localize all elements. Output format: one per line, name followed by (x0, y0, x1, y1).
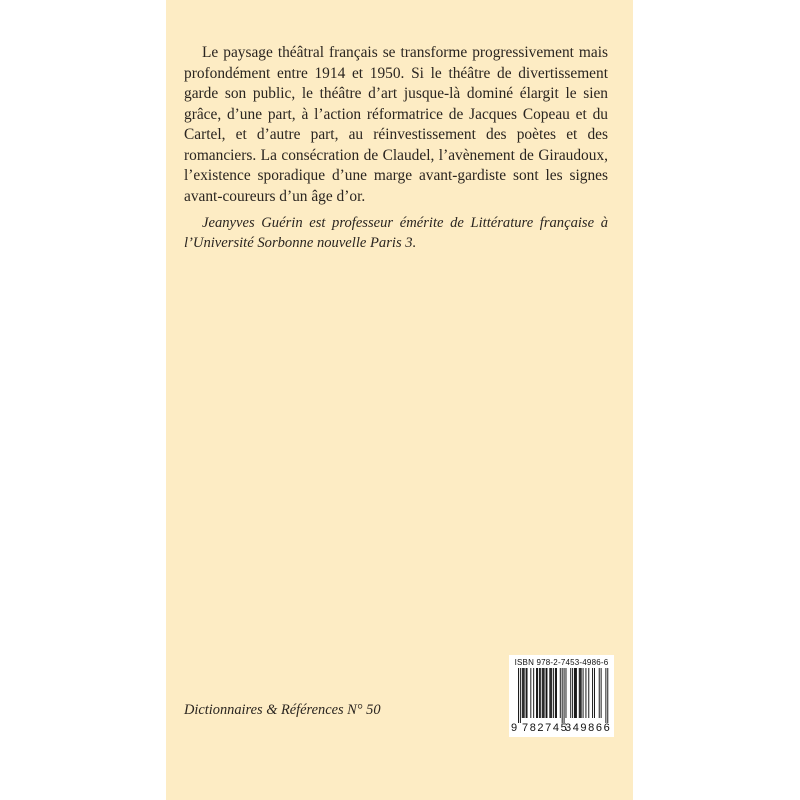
isbn-label: ISBN 978-2-7453-4986-6 (514, 658, 609, 667)
barcode-bar-17 (547, 668, 548, 718)
barcode-bar-21 (553, 668, 554, 718)
ean-first-digit: 9 (511, 722, 518, 734)
barcode-bar-36 (583, 668, 584, 718)
barcode-bar-3 (523, 668, 524, 718)
barcode-bar-11 (539, 668, 540, 718)
barcode-bar-4 (524, 668, 525, 718)
barcode-bar-16 (546, 668, 547, 718)
barcode-bar-33 (579, 668, 580, 718)
barcode-bar-24 (560, 668, 561, 718)
barcode-bar-6 (527, 668, 528, 718)
barcode-bar-27 (566, 668, 567, 718)
barcode-bar-22 (555, 668, 556, 718)
barcode-bar-8 (533, 668, 534, 718)
barcode-icon (509, 668, 614, 724)
barcode-bar-31 (575, 668, 576, 718)
barcode-bar-41 (599, 668, 600, 718)
barcode-bar-34 (580, 668, 581, 718)
ean-left-group: 782745 (522, 722, 569, 734)
barcode-bar-13 (542, 668, 543, 718)
barcode-bar-32 (576, 668, 577, 718)
barcode-bar-12 (540, 668, 541, 718)
barcode-bar-10 (537, 668, 538, 718)
barcode-bar-42 (601, 668, 602, 718)
barcode-bar-30 (574, 668, 575, 718)
barcode-bar-29 (572, 668, 573, 718)
author-note: Jeanyves Guérin est professeur émérite de Littérature française à l’Université Sorbonne nouvelle Paris 3. (184, 215, 608, 251)
barcode-bar-1 (520, 668, 521, 723)
back-cover (166, 0, 633, 800)
barcode-bar-40 (594, 668, 595, 718)
series-label: Dictionnaires & Références N° 50 (184, 702, 381, 718)
barcode-bar-19 (550, 668, 551, 718)
barcode-bar-5 (526, 668, 527, 718)
barcode-bar-35 (581, 668, 582, 718)
barcode-bar-37 (585, 668, 586, 718)
barcode-bar-0 (518, 668, 519, 723)
barcode-bar-7 (530, 668, 531, 718)
barcode-bar-38 (588, 668, 589, 718)
barcode-bar-23 (556, 668, 557, 718)
barcode-bar-20 (551, 668, 552, 718)
barcode-bar-43 (605, 668, 606, 723)
barcode-bar-15 (544, 668, 545, 718)
barcode-block (509, 655, 614, 737)
barcode-bar-2 (522, 668, 523, 718)
barcode-bar-44 (607, 668, 608, 723)
barcode-bar-28 (570, 668, 571, 718)
barcode-bar-26 (564, 668, 565, 723)
ean-right-group: 349866 (565, 722, 612, 734)
barcode-bar-39 (592, 668, 593, 718)
barcode-bar-14 (543, 668, 544, 718)
blurb-paragraph: Le paysage théâtral français se transforme progressivement mais profondément entre 1914 et 1950. Si le théâtre de divertissement garde son public, le théâtre d’art jusque-là dominé élargit le sien grâce, d’une part, à l’action réformatrice de Jacques Copeau et du Cartel, et d’autre part, au réinvestissement des poètes et des romanciers. La consécration de Claudel, l’avènement de Giraudoux, l’existence sporadique d’une marge avant-gardiste sont les signes avant-coureurs d’un âge d’or. (184, 44, 608, 205)
barcode-bar-18 (549, 668, 550, 718)
barcode-bar-25 (562, 668, 563, 723)
barcode-bar-9 (536, 668, 537, 718)
